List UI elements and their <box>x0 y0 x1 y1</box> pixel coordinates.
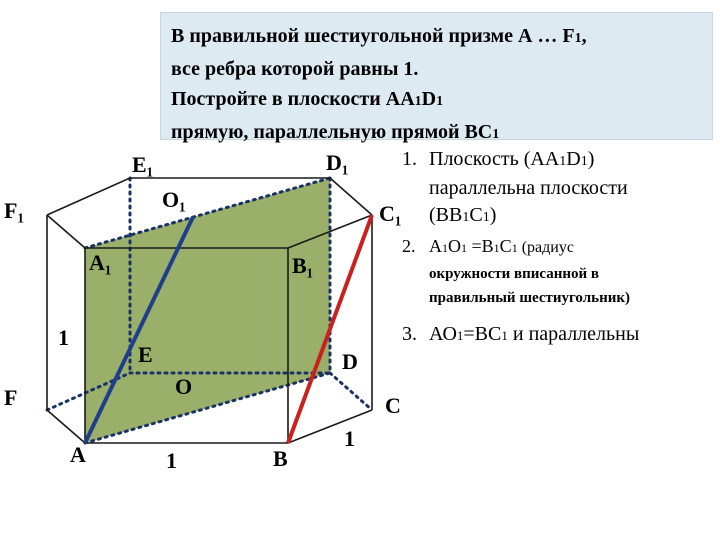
subscript: 1 <box>492 127 500 142</box>
step-text: =В <box>467 236 494 256</box>
edge-length-vertical: 1 <box>58 325 69 350</box>
problem-text: прямую, параллельную прямой ВС <box>171 121 493 143</box>
step-1 <box>402 146 717 227</box>
step-2-line-2: окружности вписанной в <box>429 266 600 282</box>
label-B: B <box>273 446 288 471</box>
problem-text: D <box>421 88 437 110</box>
edge-length-bc: 1 <box>344 426 355 451</box>
step-3-line-1 <box>429 320 717 350</box>
solution-steps <box>402 146 717 350</box>
label-D: D <box>342 349 358 374</box>
subscript: 1 <box>574 31 582 46</box>
step-text: С <box>469 204 483 226</box>
step-text: (радиус <box>517 239 574 256</box>
edge-D-C <box>330 373 372 410</box>
step-1-line-2: параллельна плоскости <box>429 177 628 199</box>
subscript: 1 <box>414 94 422 109</box>
step-text: (ВВ <box>429 204 463 226</box>
step-text: D <box>566 148 581 170</box>
step-2-line-3: правильный шестиугольник) <box>429 290 631 306</box>
label-E: E <box>138 342 153 367</box>
label-A: A <box>70 442 86 467</box>
step-1-line-3 <box>429 202 717 231</box>
step-text: Плоскость (АА <box>429 148 560 170</box>
subscript: 1 <box>436 94 444 109</box>
step-text: и параллельны <box>507 323 640 345</box>
section-plane <box>85 178 330 443</box>
label-O: O <box>175 374 193 399</box>
step-text: С <box>499 236 512 256</box>
subscript: 1 <box>482 210 490 225</box>
edge-length-ab: 1 <box>166 448 177 473</box>
step-text: =ВС <box>463 323 502 345</box>
problem-text: В правильной шестиугольной призме А … F <box>171 25 575 47</box>
step-text: АО <box>429 323 457 345</box>
subscript: 1 <box>456 328 464 343</box>
label-E1: E₁ <box>132 152 154 177</box>
step-text: А <box>429 236 442 256</box>
label-D1: D₁ <box>326 150 349 175</box>
label-A1: A₁ <box>89 250 112 275</box>
subscript: 1 <box>580 154 588 169</box>
step-text: ) <box>489 204 497 226</box>
edge-D1-C1 <box>330 178 372 215</box>
subscript: 1 <box>493 241 500 255</box>
step-1-line-1 <box>429 146 717 175</box>
label-F: F <box>4 385 18 410</box>
subscript: 1 <box>559 154 567 169</box>
edge-B-C <box>288 410 372 443</box>
label-C1: C₁ <box>379 201 402 226</box>
subscript: 1 <box>501 328 508 343</box>
step-text: О <box>448 236 461 256</box>
edge-F-A <box>47 410 85 443</box>
step-2-line-1 <box>429 232 717 262</box>
subscript: 1 <box>461 241 467 255</box>
label-F1: F₁ <box>4 198 25 223</box>
problem-text: , <box>581 25 587 47</box>
step-number: 3. <box>402 323 417 345</box>
problem-text: Постройте в плоскости АА <box>171 88 415 110</box>
step-3 <box>402 320 717 350</box>
edge-A1-F1 <box>47 215 85 248</box>
step-number: 1. <box>402 148 417 170</box>
step-number: 2. <box>402 236 416 256</box>
subscript: 1 <box>511 241 518 255</box>
problem-line-2: все ребра которой равны 1. <box>171 58 419 80</box>
subscript: 1 <box>462 210 470 225</box>
label-O1: O₁ <box>162 187 186 212</box>
label-B1: B₁ <box>292 253 314 278</box>
subscript: 1 <box>442 241 448 255</box>
step-text: ) <box>587 148 595 170</box>
label-C: C <box>385 393 401 418</box>
edge-F1-E1 <box>47 178 130 215</box>
step-2 <box>402 232 717 310</box>
